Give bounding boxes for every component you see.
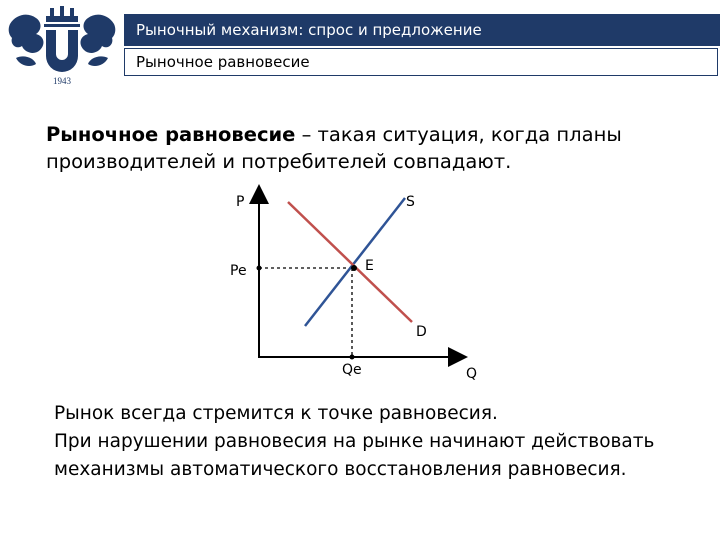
demand-curve	[288, 202, 412, 322]
qe-label: Qe	[342, 362, 362, 378]
equilibrium-label: E	[365, 258, 374, 274]
equilibrium-point	[351, 265, 357, 271]
supply-curve	[305, 198, 405, 326]
conclusion-line-1: Рынок всегда стремится к точке равновесия.	[54, 403, 498, 424]
conclusion-line-2: При нарушении равновесия на рынке начинают действовать	[54, 431, 655, 452]
definition-rest: – такая ситуация, когда планы	[295, 123, 622, 146]
slide-title: Рыночный механизм: спрос и предложение	[124, 14, 720, 46]
definition-line2: производителей и потребителей совпадают.	[46, 150, 512, 173]
logo-year: 1943	[53, 76, 71, 86]
demand-label: D	[416, 324, 427, 340]
conclusion-text	[54, 400, 694, 484]
qe-point	[350, 355, 355, 360]
slide-subtitle: Рыночное равновесие	[124, 48, 718, 76]
pe-point	[257, 266, 262, 271]
pe-label: Pe	[230, 263, 247, 279]
p-axis-label: P	[236, 194, 245, 210]
definition-term: Рыночное равновесие	[46, 123, 296, 146]
supply-label: S	[406, 194, 415, 210]
q-axis-label: Q	[466, 366, 478, 382]
conclusion-line-3: механизмы автоматического восстановления равновесия.	[54, 459, 627, 480]
